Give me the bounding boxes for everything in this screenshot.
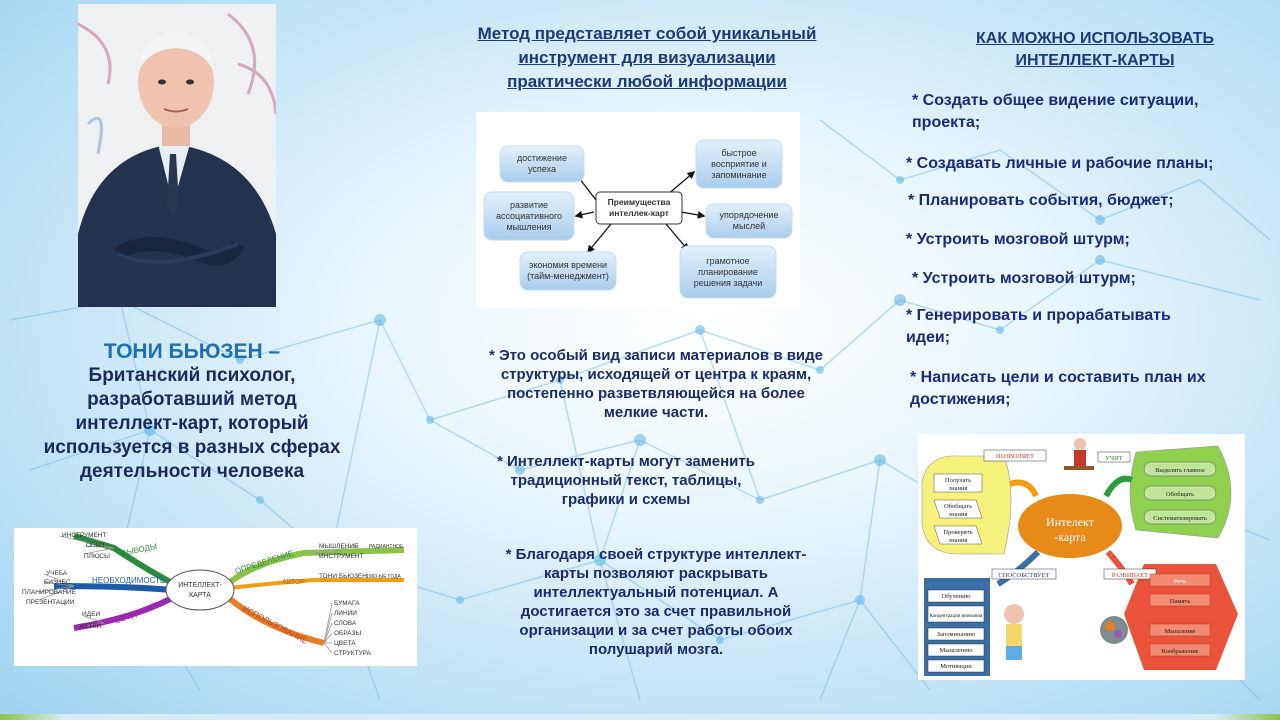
paragraph-line: интеллектуальный потенциал. А: [533, 584, 779, 601]
diagram-node: восприятие и: [711, 159, 767, 169]
paragraph-line: традиционный текст, таблицы,: [510, 472, 742, 489]
bio-line: деятельности человека: [79, 461, 305, 482]
use-item: [908, 190, 1258, 212]
promotes-item: Запоминанию: [936, 631, 976, 638]
use-item-line: достижения;: [910, 391, 1011, 408]
paragraph-line: * Благодаря своей структуре интеллект-: [505, 546, 807, 563]
paragraph-line: графики и схемы: [561, 491, 691, 508]
diagram-node: развитие: [510, 200, 548, 210]
leaf-label: ЛИНИИ: [334, 610, 357, 617]
diagram-node: мышления: [506, 222, 552, 232]
promotes-item: Концентрации внимания: [929, 614, 983, 619]
diagram-node: мыслей: [732, 221, 766, 231]
diagram-node: запоминание: [711, 170, 767, 180]
use-item-line: * Написать цели и составить план их: [910, 369, 1206, 386]
promotes-item: Обучению: [941, 593, 971, 600]
leaf-label: ПЛЮСЫ: [84, 553, 110, 560]
diagram-node: упорядочение: [719, 210, 779, 220]
diagram-node: планирование: [698, 267, 758, 277]
mindmap-right-center: Интелект: [1046, 515, 1094, 529]
paragraph-line: * Интеллект-карты могут заменить: [497, 453, 755, 470]
right-title-line: ИНТЕЛЛЕКТ-КАРТЫ: [1015, 52, 1175, 69]
diagram-center: Преимущества: [607, 197, 671, 207]
allows-item: Проверять: [943, 529, 973, 536]
paragraph-line: * Это особый вид записи материалов в виде: [488, 347, 824, 364]
bio-name: ТОНИ БЬЮЗЕН –: [103, 340, 281, 363]
bio-line: разработавший метод: [87, 389, 297, 410]
promotes-item: Мотивации: [940, 663, 972, 670]
right-title: [940, 28, 1250, 72]
use-item: [906, 153, 1266, 175]
diagram-node: экономия времени: [528, 260, 608, 270]
center-paragraph-1: [448, 346, 864, 422]
use-item-line: * Создавать личные и рабочие планы;: [906, 155, 1214, 172]
leaf-label: ПЛАНИРОВАНИЕ: [22, 589, 77, 596]
leaf-label: ОБРАЗЫ: [334, 630, 362, 637]
diagram-node: успеха: [528, 164, 556, 174]
branch-label: ИСПОЛЬЗОВАНИЕ: [241, 603, 309, 646]
develops-item: Воображение: [1161, 648, 1199, 655]
paragraph-line: карты позволяют раскрывать: [544, 565, 768, 582]
mindmap-right-center: -карта: [1054, 530, 1086, 544]
develops-item: Речь: [1173, 578, 1187, 585]
leaf-label: ВЕТКИ: [80, 623, 102, 630]
leaf-label: СТРУКТУРА: [334, 650, 371, 657]
leaf-label: 1960-ЫЕ ГОДА: [366, 574, 401, 580]
bio-line: Британский психолог,: [88, 365, 296, 386]
center-title-line: Метод представляет собой уникальный: [477, 24, 817, 43]
leaf-label: ПРЕЗЕНТАЦИИ: [26, 599, 75, 606]
paragraph-line: мелкие части.: [603, 404, 709, 421]
diagram-center: интеллек-карт: [609, 208, 669, 218]
use-item: [906, 305, 1256, 349]
use-item: [910, 367, 1260, 411]
paragraph-line: полушарий мозга.: [588, 641, 724, 658]
paragraph-line: структуры, исходящей от центра к краям,: [500, 366, 812, 383]
branch-label: ВЫВОДЫ: [120, 541, 158, 558]
center-title-line: практически любой информации: [507, 72, 787, 91]
child-figure: [1004, 604, 1024, 660]
diagram-node: грамотное: [706, 256, 750, 266]
teaches-item: Выделять главное: [1155, 467, 1205, 474]
mindmap-left-center: ИНТЕЛЛЕКТ-: [178, 582, 222, 589]
allows-item: знания: [948, 511, 968, 518]
use-item-line: проекта;: [912, 114, 981, 131]
diagram-node: ассоциативного: [495, 211, 563, 221]
mindmap-right-label: СПОСОБСТВУЕТ: [998, 572, 1050, 579]
center-title-line: инструмент для визуализации: [518, 48, 776, 67]
diagram-node: (тайм-менеджмент): [527, 271, 609, 281]
use-item-line: * Генерировать и прорабатывать: [906, 307, 1171, 324]
branch-label: АВТОР: [282, 579, 305, 586]
branch-label: ОПРЕДЕЛЕНИЕ: [233, 548, 295, 576]
diagram-node: решения задачи: [693, 278, 763, 288]
leaf-label: ИНСТРУМЕНТ: [319, 553, 364, 560]
leaf-label: ОПЫТ: [86, 542, 106, 549]
branch-label: СОЗДАНИЕ: [113, 600, 158, 626]
leaf-label: БУМАГА: [334, 600, 360, 607]
develops-item: Память: [1169, 598, 1191, 605]
right-title-line: КАК МОЖНО ИСПОЛЬЗОВАТЬ: [976, 30, 1214, 47]
allows-item: Получать: [944, 477, 972, 484]
leaf-label: ЦВЕТА: [334, 640, 356, 647]
develops-item: Мышление: [1164, 628, 1196, 635]
promotes-item: Мышлению: [939, 647, 973, 654]
diagram-node: быстрое: [721, 148, 757, 158]
portrait-photo: [78, 4, 276, 307]
use-item-line: * Создать общее видение ситуации,: [912, 92, 1199, 109]
mindmap-right: [918, 434, 1245, 680]
leaf-label: ТОНИ БЬЮЗЕН: [319, 573, 367, 580]
leaf-label: РАДИАНТНОЕ: [369, 544, 404, 550]
bio-line: интеллект-карт, который: [75, 413, 309, 434]
teaches-item: Систематизировать: [1153, 515, 1207, 522]
use-item: [906, 229, 1256, 251]
mindmap-left-center: КАРТА: [189, 592, 211, 599]
center-paragraph-3: [456, 545, 856, 659]
paragraph-line: постепенно разветвляющейся на более: [507, 385, 805, 402]
use-item-line: * Устроить мозговой штурм;: [912, 270, 1136, 287]
use-item: [912, 90, 1262, 134]
allows-item: знания: [948, 537, 968, 544]
use-item: [912, 268, 1262, 290]
bio-line: используется в разных сферах: [43, 437, 341, 458]
paragraph-line: организации и за счет работы обоих: [519, 622, 793, 639]
branch-label: НЕОБХОДИМОСТЬ: [92, 576, 166, 585]
leaf-label: ИНСТРУМЕНТ: [62, 532, 107, 539]
use-item-line: * Устроить мозговой штурм;: [906, 231, 1130, 248]
paragraph-line: достигается это за счет правильной: [520, 603, 792, 620]
leaf-label: БИЗНЕС: [44, 579, 71, 586]
mindmap-right-label: УЧИТ: [1105, 455, 1123, 462]
allows-item: знания: [948, 485, 968, 492]
mindmap-left: [14, 528, 417, 666]
mindmap-right-label: РАЗВИВАЕТ: [1111, 572, 1149, 579]
leaf-label: ИДЕИ: [82, 611, 101, 618]
center-title: [425, 22, 869, 94]
bio-text: [14, 340, 370, 484]
allows-item: Обобщать: [943, 503, 973, 510]
leaf-label: СЛОВА: [334, 620, 357, 627]
center-paragraph-2: [456, 452, 796, 509]
bottom-bar: [0, 714, 1280, 720]
diagram-node: достижение: [517, 153, 567, 163]
leaf-label: МЫШЛЕНИЕ: [319, 543, 359, 550]
advantages-diagram: [476, 112, 800, 308]
leaf-label: УЧЕБА: [46, 570, 68, 577]
head-gears-figure: [1100, 616, 1128, 644]
use-item-line: * Планировать события, бюджет;: [908, 192, 1174, 209]
student-figure: [1064, 438, 1094, 470]
mindmap-right-label: ПОЗВОЛЯЕТ: [995, 453, 1035, 460]
use-item-line: идеи;: [906, 329, 951, 346]
teaches-item: Обобщать: [1165, 491, 1195, 498]
